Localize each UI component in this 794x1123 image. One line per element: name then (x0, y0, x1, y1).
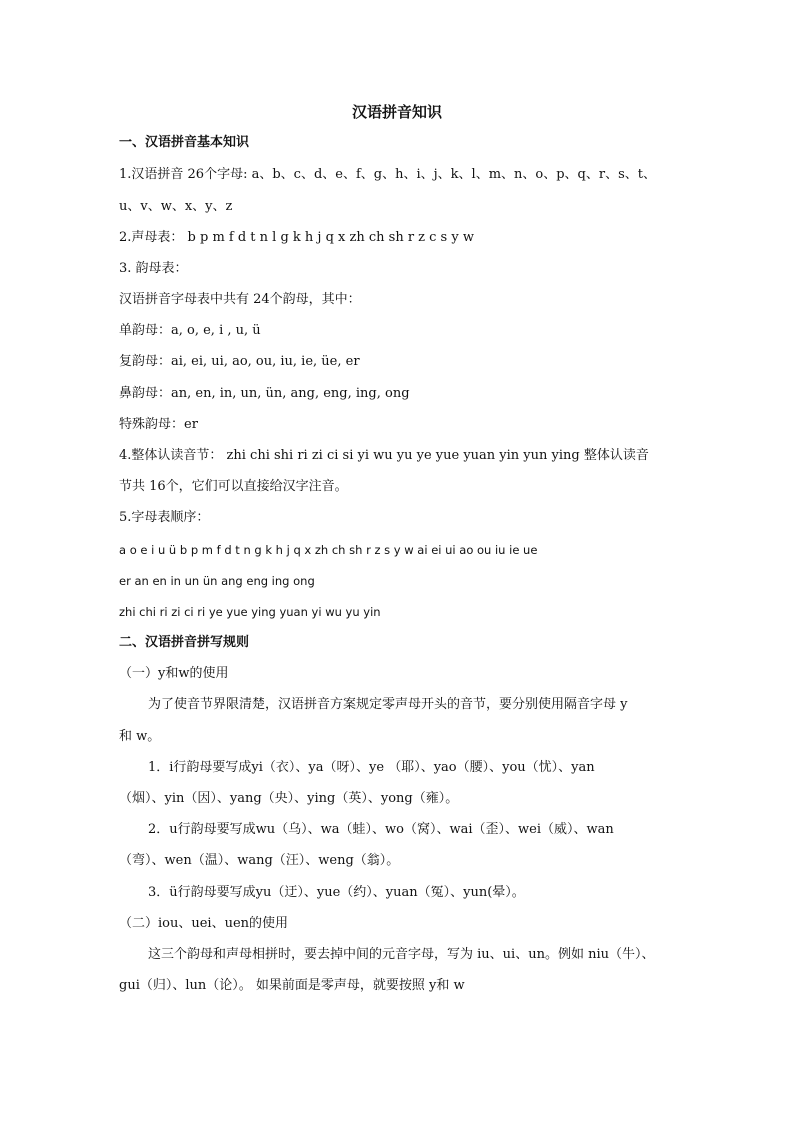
simple-finals: 单韵母：a, o, e, i , u, ü (119, 323, 261, 338)
alphabet-order-line: a o e i u ü b p m f d t n g k h j q x zh ch sh r z s y w ai ei ui ao ou iu ie ue (119, 543, 538, 557)
paragraph: 这三个韵母和声母相拼时，要去掉中间的元音字母，写为 iu、ui、un。例如 niu（牛）、 (148, 947, 655, 962)
rule-1: 1．i行韵母要写成yi（衣）、ya（呀）、ye （耶）、yao（腰）、you（忧）、yan (148, 760, 595, 775)
paragraph: 为了使音节界限清楚，汉语拼音方案规定零声母开头的音节，要分别使用隔音字母 y (148, 697, 628, 712)
compound-finals: 复韵母：ai, ei, ui, ao, ou, iu, ie, üe, er (119, 354, 360, 369)
rule-3: 3．ü行韵母要写成yu（迂）、yue（约）、yuan（冤）、yun(晕）。 (148, 885, 525, 900)
initials-table: 2.声母表： b p m f d t n l g k h j q x zh ch sh r z c s y w (119, 230, 474, 245)
paragraph-cont: 和 w。 (119, 729, 161, 744)
page-title: 汉语拼音知识 (351, 103, 442, 121)
paragraph-cont: gui（归）、lun（论）。 如果前面是零声母，就要按照 y和 w (119, 978, 465, 993)
finals-intro: 汉语拼音字母表中共有 24个韵母，其中： (119, 292, 361, 307)
alphabet-line: 1.汉语拼音 26个字母: a、b、c、d、e、f、g、h、i、j、k、l、m、n、o、p、q、r、s、t、 (119, 167, 656, 182)
alphabet-order-heading: 5.字母表顺序： (119, 510, 210, 525)
rule-1-cont: （烟）、yin（因）、yang（央）、ying（英）、yong（雍）。 (119, 791, 459, 806)
rule-2-cont: （弯）、wen（温）、wang（汪）、weng（翁）。 (119, 853, 400, 868)
alphabet-order-line: zhi chi ri zi ci ri ye yue ying yuan yi wu yu yin (119, 605, 381, 619)
whole-syllables-cont: 节共 16个，它们可以直接给汉字注音。 (119, 479, 348, 494)
alphabet-order-line: er an en in un ün ang eng ing ong (119, 574, 315, 588)
whole-syllables: 4.整体认读音节： zhi chi shi ri zi ci si yi wu yu ye yue yuan yin yun ying 整体认读音 (119, 448, 649, 463)
section-heading-rules: 二、汉语拼音拼写规则 (119, 635, 250, 650)
section-heading-basics: 一、汉语拼音基本知识 (119, 135, 250, 150)
rule-2: 2．u行韵母要写成wu（乌）、wa（蛙）、wo（窝）、wai（歪）、wei（威）、wan (148, 822, 614, 837)
special-finals: 特殊韵母：er (119, 417, 198, 432)
nasal-finals: 鼻韵母：an, en, in, un, ün, ang, eng, ing, ong (119, 386, 410, 401)
alphabet-line-cont: u、v、w、x、y、z (119, 199, 233, 214)
finals-heading: 3. 韵母表： (119, 261, 188, 276)
subsection-iou-uei-uen: （二）iou、uei、uen的使用 (119, 916, 289, 931)
subsection-y-w: （一）y和w的使用 (119, 666, 229, 681)
